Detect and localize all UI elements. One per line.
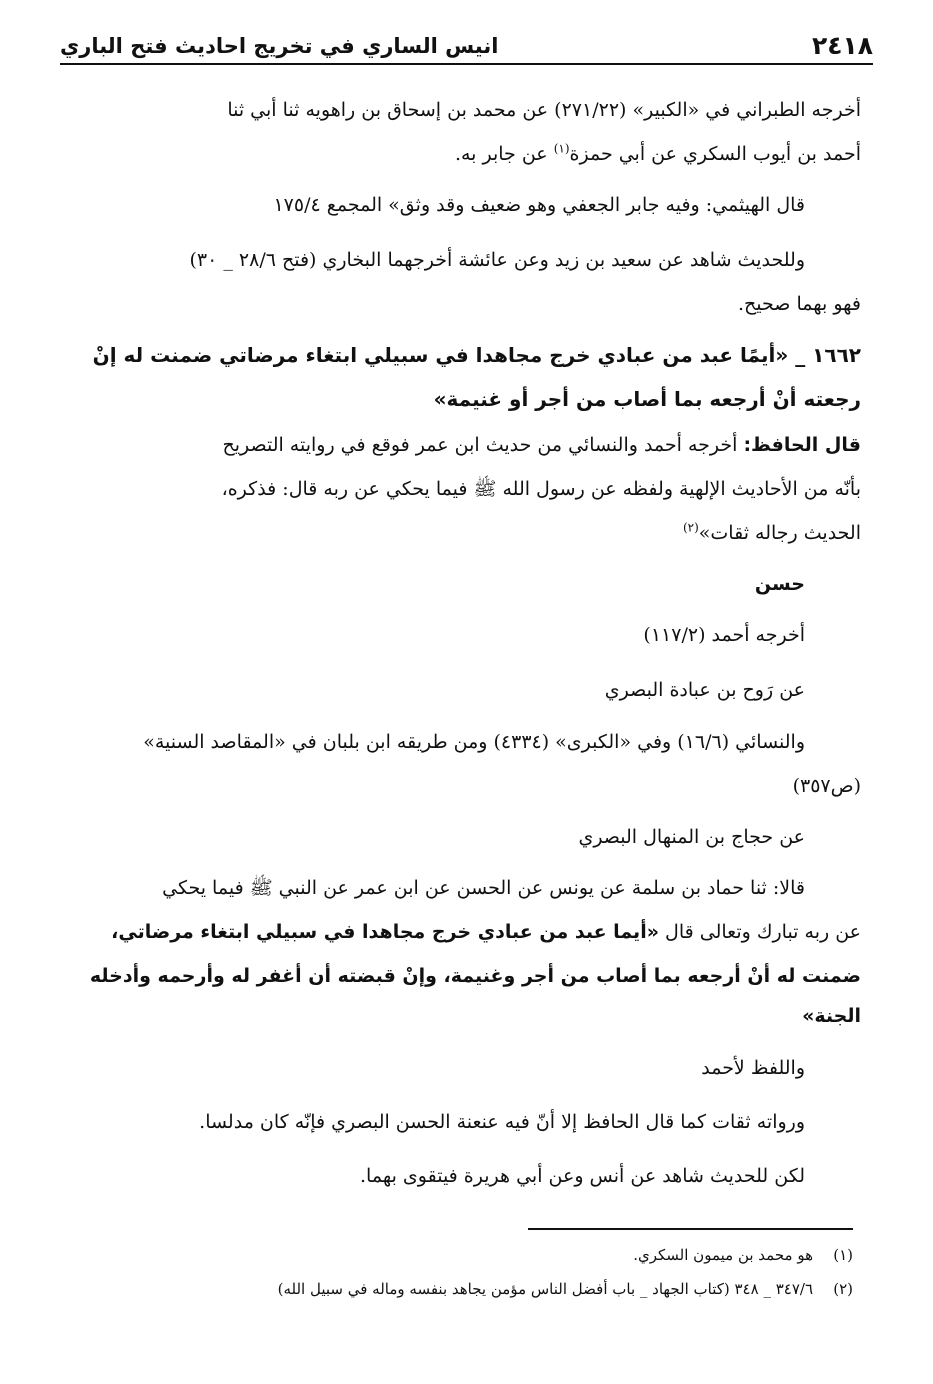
shahid-note: لكن للحديث شاهد عن أنس وعن أبي هريرة فيتقوى بهما. xyxy=(360,1165,805,1187)
footnote-marker-1: (١) xyxy=(553,141,570,156)
footnote-number: (٢) xyxy=(833,1280,853,1298)
hadith-heading-line-1: ١٦٦٢ _ «أيمًا عبد من عبادي خرج مجاهدا في سبيلي ابتغاء مرضاتي ضمنت له إنْ xyxy=(92,343,861,367)
lafz-note: واللفظ لأحمد xyxy=(701,1057,805,1079)
isnad-line-3: ضمنت له أنْ أرجعه بما أصاب من أجر وغنيمة، وإنْ قبضته أن أغفر له وأرحمه وأدخله xyxy=(89,965,861,987)
text-span: أخرجه أحمد والنسائي من حديث ابن عمر فوقع في روايته التصريح xyxy=(222,434,744,456)
hafiz-paragraph-line-3 xyxy=(56,511,861,555)
isnad-line-2 xyxy=(56,910,861,954)
matn-bold: «أيما عبد من عبادي خرج مجاهدا في سبيلي ابتغاء مرضاتي، xyxy=(111,921,659,943)
takhrij-nasai-line-1: والنسائي (١٦/٦) وفي «الكبرى» (٤٣٣٤) ومن طريقه ابن بلبان في «المقاصد السنية» xyxy=(143,731,805,753)
isnad-line-4: الجنة» xyxy=(802,1005,861,1027)
page-number: ٢٤١٨ xyxy=(811,31,873,60)
footnote-text: هو محمد بن ميمون السكري. xyxy=(633,1246,813,1264)
footnote-text: ٣٤٧/٦ _ ٣٤٨ (كتاب الجهاد _ باب أفضل الناس مؤمن يجاهد بنفسه وماله في سبيل الله) xyxy=(277,1280,813,1298)
text-span: الحديث رجاله ثقات» xyxy=(698,522,861,544)
header-rule xyxy=(60,63,873,65)
hafiz-label: قال الحافظ: xyxy=(743,434,861,456)
text-span: عن ربه تبارك وتعالى قال xyxy=(658,921,861,943)
footnote-marker-2: (٢) xyxy=(682,520,699,535)
paragraph-shahid-line-1: وللحديث شاهد عن سعيد بن زيد وعن عائشة أخرجهما البخاري (فتح ٢٨/٦ _ ٣٠) xyxy=(189,249,805,271)
footnote-1 xyxy=(153,1242,853,1268)
takhrij-hajjaj: عن حجاج بن المنهال البصري xyxy=(578,826,805,848)
takhrij-rawh: عن رَوح بن عبادة البصري xyxy=(604,679,805,701)
running-title: انيس الساري في تخريج احاديث فتح الباري xyxy=(60,34,499,58)
footnote-separator xyxy=(528,1228,853,1230)
hafiz-paragraph-line-2: بأنّه من الأحاديث الإلهية ولفظه عن رسول الله ﷺ فيما يحكي عن ربه قال: فذكره، xyxy=(221,478,861,500)
hadith-heading-line-2: رجعته أنْ أرجعه بما أصاب من أجر أو غنيمة» xyxy=(433,387,861,411)
takhrij-nasai-line-2: (ص٣٥٧) xyxy=(792,775,861,797)
paragraph-tabarani-line-1: أخرجه الطبراني في «الكبير» (٢٧١/٢٢) عن محمد بن إسحاق بن راهويه ثنا أبي ثنا xyxy=(227,99,861,121)
takhrij-ahmad: أخرجه أحمد (١١٧/٢) xyxy=(643,624,805,646)
hadith-grade: حسن xyxy=(754,573,805,595)
paragraph-shahid-line-2: فهو بهما صحيح. xyxy=(738,293,861,315)
footnote-2 xyxy=(153,1276,853,1302)
text-span: عن جابر به. xyxy=(454,143,554,165)
isnad-line-1: قالا: ثنا حماد بن سلمة عن يونس عن الحسن عن ابن عمر عن النبي ﷺ فيما يحكي xyxy=(162,877,805,899)
text-span: أحمد بن أيوب السكري عن أبي حمزة xyxy=(569,143,861,165)
page-header xyxy=(60,30,873,62)
paragraph-haythami: قال الهيثمي: وفيه جابر الجعفي وهو ضعيف وقد وثق» المجمع ١٧٥/٤ xyxy=(273,194,805,216)
paragraph-tabarani-line-2 xyxy=(61,132,861,176)
ruwat-note: ورواته ثقات كما قال الحافظ إلا أنّ فيه عنعنة الحسن البصري فإنّه كان مدلسا. xyxy=(199,1111,805,1133)
hafiz-paragraph-line-1 xyxy=(56,423,861,467)
footnote-number: (١) xyxy=(833,1246,853,1264)
